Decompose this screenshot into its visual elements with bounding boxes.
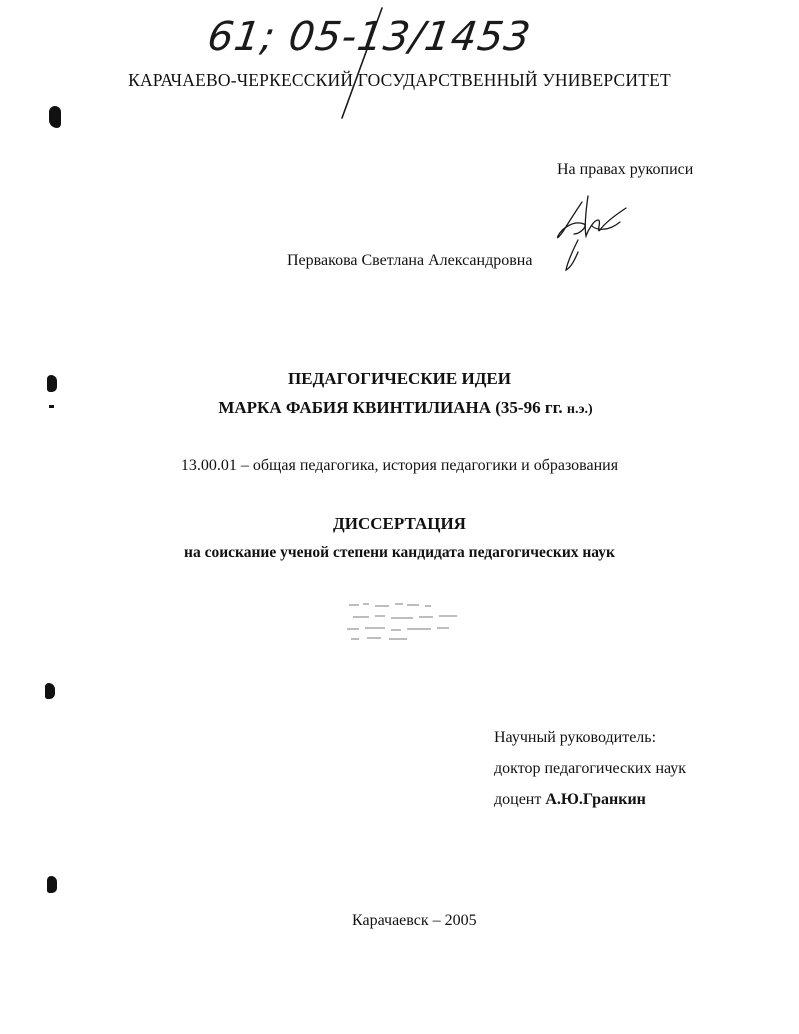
university-name: КАРАЧАЕВО-ЧЕРКЕССКИЙ ГОСУДАРСТВЕННЫЙ УНИВЕРСИТЕТ [128, 70, 671, 90]
binder-hole-mark [47, 876, 57, 893]
handwritten-catalog-code: 61; 05-13/1453 [204, 14, 534, 60]
advisor-rank-name [494, 784, 686, 815]
advisor-label: Научный руководитель: [494, 729, 657, 746]
dissertation-heading: ДИССЕРТАЦИЯ [333, 514, 466, 533]
binder-hole-mark [45, 683, 55, 699]
title-line2-main: МАРКА ФАБИЯ КВИНТИЛИАНА (35-96 гг. [218, 398, 567, 417]
faint-library-stamp [345, 600, 475, 645]
author-signature [548, 190, 638, 275]
scientific-advisor-block [494, 722, 686, 815]
dissertation-title-line1: ПЕДАГОГИЧЕСКИЕ ИДЕИ [288, 369, 511, 388]
dissertation-subheading: на соискание ученой степени кандидата педагогических наук [184, 544, 615, 561]
author-name: Первакова Светлана Александровна [287, 252, 533, 269]
city-and-year: Карачаевск – 2005 [352, 912, 477, 929]
advisor-name: А.Ю.Гранкин [545, 791, 646, 808]
advisor-degree: доктор педагогических наук [494, 760, 687, 777]
title-line2-era: н.э.) [566, 402, 593, 417]
advisor-rank: доцент [494, 791, 542, 808]
dissertation-title-line2 [6, 398, 799, 418]
manuscript-rights-note: На правах рукописи [557, 161, 694, 178]
specialty-code: 13.00.01 – общая педагогика, история педагогики и образования [180, 457, 619, 474]
